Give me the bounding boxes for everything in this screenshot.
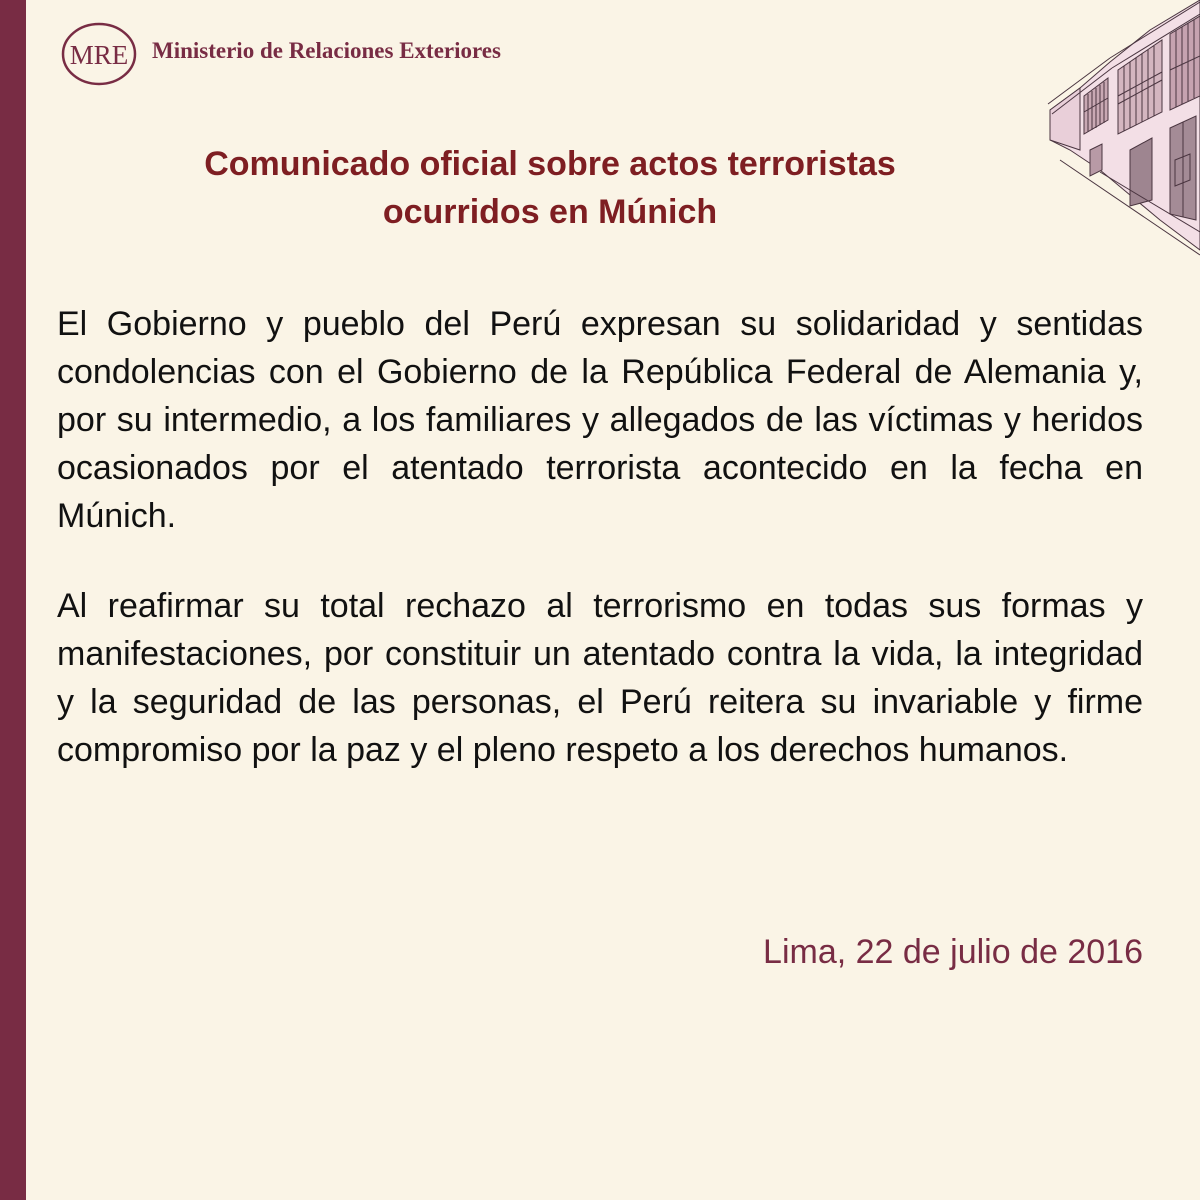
ministry-name: Ministerio de Relaciones Exteriores <box>152 38 501 63</box>
paragraph-condolences: El Gobierno y pueblo del Perú expresan su solidaridad y sentidas condolencias con el Gobierno de la República Federal de Alemania y, por su intermedio, a los familiares y allegados de las víctimas y heridos ocasionados por el atentado terrorista acontecido en la fecha en Múnich. <box>57 305 1143 535</box>
side-accent-bar <box>0 0 26 1200</box>
mre-logo <box>60 22 138 86</box>
building-illustration <box>1040 0 1200 262</box>
paragraph-rejection: Al reafirmar su total rechazo al terrorismo en todas sus formas y manifestaciones, por constituir un atentado contra la vida, la integridad y la seguridad de las personas, el Perú reitera su invariable y firme compromiso por la paz y el pleno respeto a los derechos humanos. <box>57 587 1143 769</box>
logo-text: MRE <box>69 40 129 70</box>
title-line-1: Comunicado oficial sobre actos terroristas <box>204 145 896 183</box>
title-line-2: ocurridos en Múnich <box>382 193 718 231</box>
communique-title <box>120 140 980 236</box>
date-line: Lima, 22 de julio de 2016 <box>763 933 1143 971</box>
